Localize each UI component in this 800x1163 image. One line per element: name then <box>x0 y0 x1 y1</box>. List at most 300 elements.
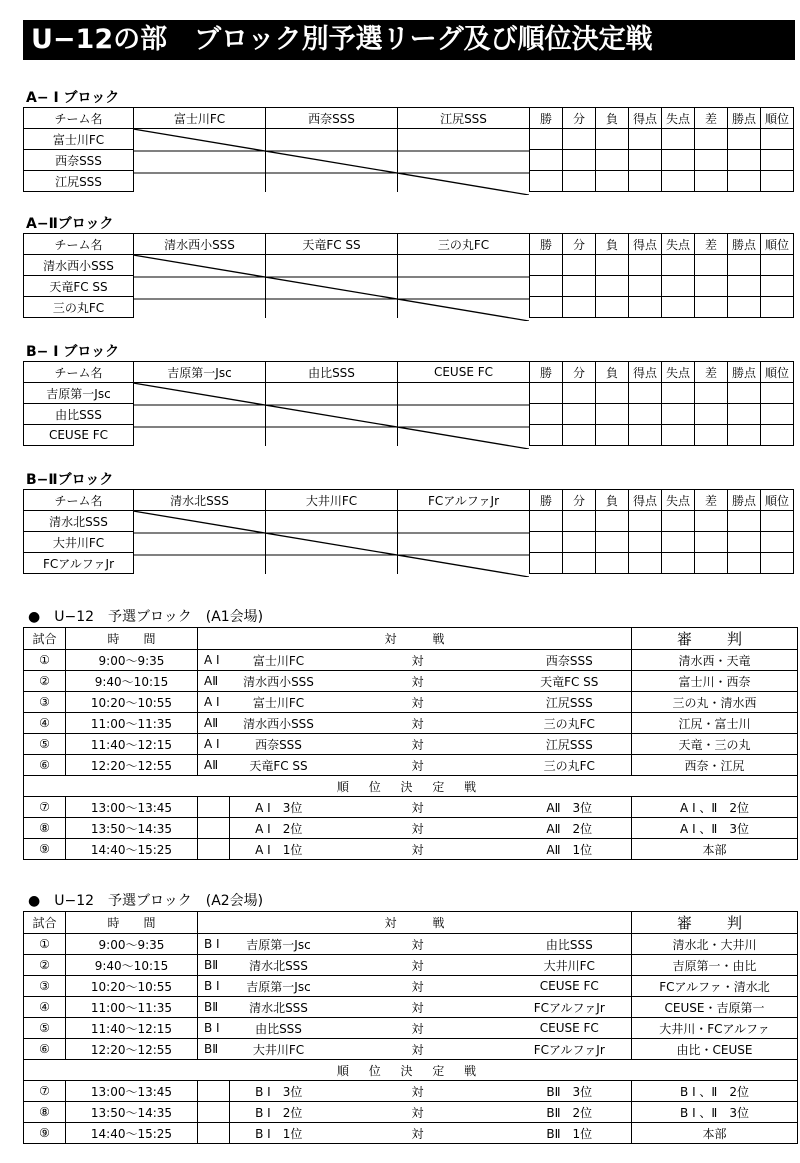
match-block <box>198 1102 230 1123</box>
stat-cell <box>695 150 728 171</box>
result-cell <box>134 129 266 150</box>
stat-header: 失点 <box>662 234 695 255</box>
match-row <box>24 934 798 955</box>
team-name-header: チーム名 <box>24 108 134 129</box>
match-time: 13:50〜14:35 <box>66 818 198 839</box>
result-cell <box>398 255 530 276</box>
away-team: 三の丸FC <box>508 755 632 776</box>
match-number: ③ <box>24 976 66 997</box>
stat-cell <box>596 383 629 404</box>
page-title: U−12の部 ブロック別予選リーグ及び順位決定戦 <box>23 20 795 60</box>
opponent-header: 清水北SSS <box>134 490 266 511</box>
versus-label: 対 <box>328 671 508 692</box>
match-block <box>198 818 230 839</box>
home-team: A I 2位 <box>230 818 328 839</box>
match-block: A I <box>198 650 230 671</box>
referee: 三の丸・清水西 <box>632 692 798 713</box>
match-row <box>24 755 798 776</box>
stat-cell <box>596 276 629 297</box>
schedule-title: ● U−12 予選ブロック (A2会場) <box>28 893 264 909</box>
match-time: 11:40〜12:15 <box>66 734 198 755</box>
stat-header: 順位 <box>761 108 794 129</box>
stat-cell <box>530 255 563 276</box>
stat-cell <box>662 171 695 192</box>
versus-label: 対 <box>328 755 508 776</box>
match-block: AⅡ <box>198 755 230 776</box>
team-name: 三の丸FC <box>24 297 134 318</box>
opponent-header: 吉原第一Jsc <box>134 362 266 383</box>
stat-header: 差 <box>695 234 728 255</box>
stat-cell <box>728 553 761 574</box>
team-name: 清水北SSS <box>24 511 134 532</box>
match-time: 14:40〜15:25 <box>66 1123 198 1144</box>
stat-header: 勝 <box>530 108 563 129</box>
result-cell <box>134 150 266 171</box>
stat-cell <box>761 297 794 318</box>
stat-cell <box>695 425 728 446</box>
stat-cell <box>695 383 728 404</box>
home-team: 大井川FC <box>230 1039 328 1060</box>
home-team: A I 1位 <box>230 839 328 860</box>
match-block: BⅡ <box>198 1039 230 1060</box>
match-number: ③ <box>24 692 66 713</box>
match-number: ⑨ <box>24 1123 66 1144</box>
team-name: 吉原第一Jsc <box>24 383 134 404</box>
versus-label: 対 <box>328 955 508 976</box>
stat-header: 勝点 <box>728 108 761 129</box>
match-time: 13:00〜13:45 <box>66 797 198 818</box>
stat-header: 勝点 <box>728 362 761 383</box>
stat-header: 勝 <box>530 362 563 383</box>
stat-cell <box>530 150 563 171</box>
stat-cell <box>563 383 596 404</box>
stat-cell <box>695 171 728 192</box>
stat-header: 分 <box>563 234 596 255</box>
versus-label: 対 <box>328 734 508 755</box>
stat-cell <box>596 150 629 171</box>
match-number: ⑧ <box>24 818 66 839</box>
stat-cell <box>530 276 563 297</box>
stat-cell <box>695 553 728 574</box>
match-number: ① <box>24 934 66 955</box>
schedule-table <box>23 911 798 1144</box>
versus-label: 対 <box>328 839 508 860</box>
home-team: B I 3位 <box>230 1081 328 1102</box>
away-team: 江尻SSS <box>508 734 632 755</box>
result-cell <box>398 532 530 553</box>
home-team: 清水西小SSS <box>230 671 328 692</box>
stat-cell <box>695 532 728 553</box>
match-block: A I <box>198 734 230 755</box>
stat-cell <box>563 404 596 425</box>
versus-label: 対 <box>328 713 508 734</box>
stat-cell <box>629 425 662 446</box>
versus-label: 対 <box>328 692 508 713</box>
stat-cell <box>530 383 563 404</box>
stat-cell <box>728 150 761 171</box>
away-team: FCアルファJr <box>508 997 632 1018</box>
stat-header: 差 <box>695 108 728 129</box>
team-name: 西奈SSS <box>24 150 134 171</box>
stat-cell <box>563 511 596 532</box>
stat-header: 順位 <box>761 234 794 255</box>
result-cell <box>266 171 398 192</box>
stat-header: 分 <box>563 108 596 129</box>
match-time: 9:40〜10:15 <box>66 671 198 692</box>
referee: CEUSE・吉原第一 <box>632 997 798 1018</box>
result-cell <box>266 255 398 276</box>
match-time: 14:40〜15:25 <box>66 839 198 860</box>
stat-cell <box>629 511 662 532</box>
stat-cell <box>761 383 794 404</box>
stat-cell <box>761 425 794 446</box>
stat-cell <box>563 150 596 171</box>
result-cell <box>398 150 530 171</box>
block-title: B−Ⅱブロック <box>26 472 114 488</box>
result-cell <box>134 511 266 532</box>
result-cell <box>398 404 530 425</box>
away-team: CEUSE FC <box>508 976 632 997</box>
versus-label: 対 <box>328 1102 508 1123</box>
away-team: 由比SSS <box>508 934 632 955</box>
stat-cell <box>563 255 596 276</box>
opponent-header: CEUSE FC <box>398 362 530 383</box>
stat-cell <box>728 297 761 318</box>
playoff-label: 順 位 決 定 戦 <box>24 1060 798 1081</box>
stat-cell <box>530 297 563 318</box>
stat-cell <box>761 276 794 297</box>
stat-cell <box>761 255 794 276</box>
referee: A I 、Ⅱ 3位 <box>632 818 798 839</box>
referee: 本部 <box>632 839 798 860</box>
stat-cell <box>728 404 761 425</box>
playoff-row <box>24 1123 798 1144</box>
stat-cell <box>695 255 728 276</box>
home-team: 富士川FC <box>230 650 328 671</box>
result-cell <box>398 553 530 574</box>
versus-label: 対 <box>328 1081 508 1102</box>
result-cell <box>134 171 266 192</box>
block-title: A−Ⅱブロック <box>26 216 114 232</box>
stat-cell <box>761 511 794 532</box>
block-title: A− I ブロック <box>26 90 120 106</box>
stat-cell <box>629 276 662 297</box>
stat-cell <box>662 129 695 150</box>
referee: 由比・CEUSE <box>632 1039 798 1060</box>
match-time: 10:20〜10:55 <box>66 692 198 713</box>
match-time: 13:00〜13:45 <box>66 1081 198 1102</box>
result-cell <box>266 553 398 574</box>
referee-header: 審 判 <box>632 912 798 934</box>
stat-cell <box>629 297 662 318</box>
match-block: B I <box>198 934 230 955</box>
stat-cell <box>596 532 629 553</box>
away-team: FCアルファJr <box>508 1039 632 1060</box>
result-cell <box>266 383 398 404</box>
stat-cell <box>662 383 695 404</box>
stat-cell <box>530 553 563 574</box>
team-name: 由比SSS <box>24 404 134 425</box>
stat-cell <box>563 129 596 150</box>
match-header: 対 戦 <box>198 628 632 650</box>
versus-label: 対 <box>328 1018 508 1039</box>
match-time: 9:40〜10:15 <box>66 955 198 976</box>
match-block: BⅡ <box>198 997 230 1018</box>
stat-cell <box>695 511 728 532</box>
home-team: 吉原第一Jsc <box>230 976 328 997</box>
away-team: 天竜FC SS <box>508 671 632 692</box>
stat-cell <box>596 297 629 318</box>
result-cell <box>398 129 530 150</box>
match-block <box>198 1123 230 1144</box>
stat-cell <box>695 404 728 425</box>
match-time: 13:50〜14:35 <box>66 1102 198 1123</box>
match-time: 9:00〜9:35 <box>66 934 198 955</box>
away-team: 西奈SSS <box>508 650 632 671</box>
result-cell <box>398 276 530 297</box>
stat-header: 得点 <box>629 234 662 255</box>
team-name: 富士川FC <box>24 129 134 150</box>
home-team: 清水北SSS <box>230 955 328 976</box>
match-block <box>198 1081 230 1102</box>
league-table <box>23 107 794 192</box>
referee: 富士川・西奈 <box>632 671 798 692</box>
result-cell <box>266 276 398 297</box>
result-cell <box>134 297 266 318</box>
stat-cell <box>530 129 563 150</box>
home-team: 清水西小SSS <box>230 713 328 734</box>
stat-cell <box>662 511 695 532</box>
home-team: 天竜FC SS <box>230 755 328 776</box>
versus-label: 対 <box>328 797 508 818</box>
referee-header: 審 判 <box>632 628 798 650</box>
away-team: AⅡ 1位 <box>508 839 632 860</box>
block-title: B− I ブロック <box>26 344 120 360</box>
match-block: B I <box>198 976 230 997</box>
stat-cell <box>761 129 794 150</box>
match-number: ⑦ <box>24 1081 66 1102</box>
stat-cell <box>596 129 629 150</box>
stat-cell <box>695 297 728 318</box>
playoff-row <box>24 797 798 818</box>
match-number: ⑧ <box>24 1102 66 1123</box>
stat-cell <box>761 532 794 553</box>
team-name: 清水西小SSS <box>24 255 134 276</box>
away-team: 大井川FC <box>508 955 632 976</box>
time-header: 時 間 <box>66 912 198 934</box>
stat-cell <box>563 553 596 574</box>
match-time: 11:00〜11:35 <box>66 997 198 1018</box>
team-name: 天竜FC SS <box>24 276 134 297</box>
result-cell <box>266 297 398 318</box>
away-team: 江尻SSS <box>508 692 632 713</box>
stat-header: 失点 <box>662 362 695 383</box>
team-name: 大井川FC <box>24 532 134 553</box>
referee: 天竜・三の丸 <box>632 734 798 755</box>
stat-cell <box>596 425 629 446</box>
stat-cell <box>761 404 794 425</box>
stat-header: 勝 <box>530 490 563 511</box>
away-team: BⅡ 2位 <box>508 1102 632 1123</box>
stat-cell <box>629 171 662 192</box>
result-cell <box>398 297 530 318</box>
opponent-header: FCアルファJr <box>398 490 530 511</box>
home-team: 清水北SSS <box>230 997 328 1018</box>
team-name: CEUSE FC <box>24 425 134 446</box>
stat-cell <box>563 297 596 318</box>
stat-header: 得点 <box>629 108 662 129</box>
stat-cell <box>629 255 662 276</box>
referee: 吉原第一・由比 <box>632 955 798 976</box>
stat-cell <box>728 532 761 553</box>
match-block: B I <box>198 1018 230 1039</box>
home-team: B I 1位 <box>230 1123 328 1144</box>
match-number: ① <box>24 650 66 671</box>
away-team: AⅡ 3位 <box>508 797 632 818</box>
match-number: ⑦ <box>24 797 66 818</box>
stat-cell <box>596 255 629 276</box>
match-row <box>24 671 798 692</box>
stat-cell <box>596 511 629 532</box>
stat-cell <box>695 129 728 150</box>
stat-header: 失点 <box>662 108 695 129</box>
referee: 清水西・天竜 <box>632 650 798 671</box>
result-cell <box>134 553 266 574</box>
game-header: 試合 <box>24 912 66 934</box>
stat-header: 差 <box>695 490 728 511</box>
stat-cell <box>530 532 563 553</box>
match-block: A I <box>198 692 230 713</box>
stat-header: 負 <box>596 108 629 129</box>
referee: FCアルファ・清水北 <box>632 976 798 997</box>
match-time: 12:20〜12:55 <box>66 755 198 776</box>
referee: 本部 <box>632 1123 798 1144</box>
result-cell <box>134 276 266 297</box>
stat-cell <box>629 383 662 404</box>
match-number: ④ <box>24 997 66 1018</box>
stat-cell <box>761 150 794 171</box>
match-time: 9:00〜9:35 <box>66 650 198 671</box>
versus-label: 対 <box>328 650 508 671</box>
home-team: B I 2位 <box>230 1102 328 1123</box>
playoff-row <box>24 839 798 860</box>
away-team: BⅡ 3位 <box>508 1081 632 1102</box>
stat-header: 勝点 <box>728 490 761 511</box>
versus-label: 対 <box>328 934 508 955</box>
playoff-label: 順 位 決 定 戦 <box>24 776 798 797</box>
result-cell <box>266 150 398 171</box>
referee: 江尻・富士川 <box>632 713 798 734</box>
stat-cell <box>728 276 761 297</box>
result-cell <box>398 511 530 532</box>
home-team: 西奈SSS <box>230 734 328 755</box>
stat-header: 得点 <box>629 490 662 511</box>
stat-header: 得点 <box>629 362 662 383</box>
team-name-header: チーム名 <box>24 362 134 383</box>
stat-cell <box>728 511 761 532</box>
match-block: AⅡ <box>198 671 230 692</box>
stat-header: 勝点 <box>728 234 761 255</box>
stat-header: 失点 <box>662 490 695 511</box>
stat-cell <box>662 276 695 297</box>
match-row <box>24 1039 798 1060</box>
away-team: CEUSE FC <box>508 1018 632 1039</box>
match-row <box>24 997 798 1018</box>
playoff-row <box>24 818 798 839</box>
stat-header: 分 <box>563 362 596 383</box>
result-cell <box>134 404 266 425</box>
referee: 清水北・大井川 <box>632 934 798 955</box>
team-name-header: チーム名 <box>24 490 134 511</box>
opponent-header: 大井川FC <box>266 490 398 511</box>
result-cell <box>266 511 398 532</box>
time-header: 時 間 <box>66 628 198 650</box>
stat-cell <box>596 404 629 425</box>
stat-cell <box>728 255 761 276</box>
match-block <box>198 839 230 860</box>
stat-header: 差 <box>695 362 728 383</box>
match-number: ⑨ <box>24 839 66 860</box>
match-number: ⑥ <box>24 1039 66 1060</box>
result-cell <box>134 532 266 553</box>
stat-header: 順位 <box>761 490 794 511</box>
result-cell <box>266 532 398 553</box>
match-header: 対 戦 <box>198 912 632 934</box>
match-block: BⅡ <box>198 955 230 976</box>
opponent-header: 由比SSS <box>266 362 398 383</box>
match-time: 10:20〜10:55 <box>66 976 198 997</box>
stat-cell <box>728 129 761 150</box>
league-table <box>23 233 794 318</box>
league-table <box>23 361 794 446</box>
result-cell <box>398 383 530 404</box>
stat-cell <box>662 150 695 171</box>
stat-cell <box>728 425 761 446</box>
away-team: AⅡ 2位 <box>508 818 632 839</box>
stat-cell <box>662 553 695 574</box>
match-number: ⑤ <box>24 734 66 755</box>
result-cell <box>134 255 266 276</box>
stat-cell <box>695 276 728 297</box>
stat-header: 勝 <box>530 234 563 255</box>
home-team: 吉原第一Jsc <box>230 934 328 955</box>
result-cell <box>398 171 530 192</box>
stat-cell <box>563 532 596 553</box>
team-name: 江尻SSS <box>24 171 134 192</box>
match-row <box>24 955 798 976</box>
stat-header: 分 <box>563 490 596 511</box>
opponent-header: 西奈SSS <box>266 108 398 129</box>
league-table <box>23 489 794 574</box>
match-number: ④ <box>24 713 66 734</box>
match-block: AⅡ <box>198 713 230 734</box>
stat-cell <box>596 553 629 574</box>
match-row <box>24 976 798 997</box>
stat-cell <box>563 171 596 192</box>
versus-label: 対 <box>328 1123 508 1144</box>
match-time: 12:20〜12:55 <box>66 1039 198 1060</box>
stat-cell <box>662 404 695 425</box>
game-header: 試合 <box>24 628 66 650</box>
versus-label: 対 <box>328 976 508 997</box>
home-team: 富士川FC <box>230 692 328 713</box>
stat-cell <box>629 404 662 425</box>
versus-label: 対 <box>328 997 508 1018</box>
stat-cell <box>530 171 563 192</box>
match-row <box>24 650 798 671</box>
stat-header: 負 <box>596 234 629 255</box>
match-time: 11:40〜12:15 <box>66 1018 198 1039</box>
